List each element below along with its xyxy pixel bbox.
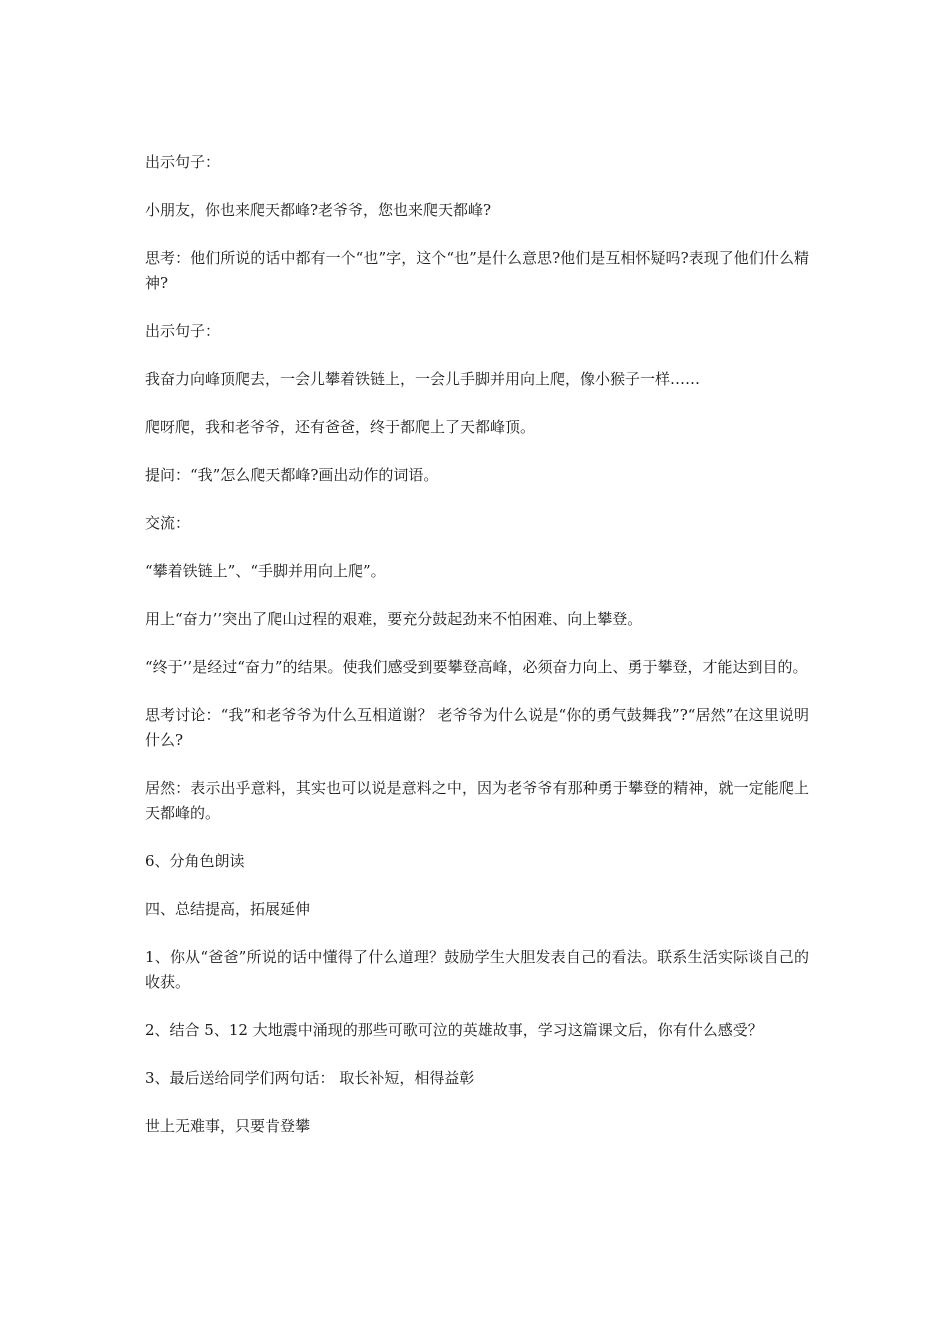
paragraph-fenli: 用上“奋力’’突出了爬山过程的艰难，要充分鼓起劲来不怕困难、向上攀登。 (145, 610, 643, 628)
paragraph-item-3: 3、最后送给同学们两句话： 取长补短，相得益彰 (145, 1069, 475, 1087)
paragraph-role-reading: 6、分角色朗读 (145, 852, 245, 870)
paragraph-action-words: “攀着铁链上”、“手脚并用向上爬”。 (145, 562, 386, 580)
paragraph-think-ye: 思考：他们所说的话中都有一个“也”字，这个“也”是什么意思?他们是互相怀疑吗?表现了他们什么精神? (145, 249, 809, 292)
paragraph-closing-saying: 世上无难事，只要肯登攀 (145, 1117, 311, 1135)
paragraph-show-sentence-2: 出示句子： (145, 322, 221, 340)
paragraph-exchange: 交流： (145, 514, 191, 532)
paragraph-item-1: 1、你从“爸爸”所说的话中懂得了什么道理？鼓励学生大胆发表自己的看法。联系生活实际谈自己的收获。 (145, 948, 809, 991)
paragraph-discussion: 思考讨论：“我”和老爷爷为什么互相道谢？ 老爷爷为什么说是“你的勇气鼓舞我”?“居然”在这里说明什么? (145, 706, 809, 749)
paragraph-zhongyu: “终于’’是经过“奋力”的结果。使我们感受到要攀登高峰，必须奋力向上、勇于攀登，才能达到目的。 (145, 658, 808, 676)
paragraph-dialogue: 小朋友，你也来爬天都峰?老爷爷，您也来爬天都峰? (145, 201, 492, 219)
document-body (145, 150, 809, 1162)
section-heading-summary: 四、总结提高，拓展延伸 (145, 900, 311, 918)
paragraph-juran: 居然：表示出乎意料，其实也可以说是意料之中，因为老爷爷有那种勇于攀登的精神，就一定能爬上天都峰的。 (145, 779, 809, 822)
paragraph-question: 提问：“我”怎么爬天都峰?画出动作的词语。 (145, 466, 439, 484)
paragraph-reached-top: 爬呀爬，我和老爷爷，还有爸爸，终于都爬上了天都峰顶。 (145, 418, 536, 436)
paragraph-item-2: 2、结合 5、12 大地震中涌现的那些可歌可泣的英雄故事，学习这篇课文后，你有什么感受？ (145, 1021, 763, 1039)
paragraph-climb-effort: 我奋力向峰顶爬去，一会儿攀着铁链上，一会儿手脚并用向上爬，像小猴子一样…… (145, 370, 701, 388)
paragraph-show-sentence-1: 出示句子： (145, 153, 221, 171)
